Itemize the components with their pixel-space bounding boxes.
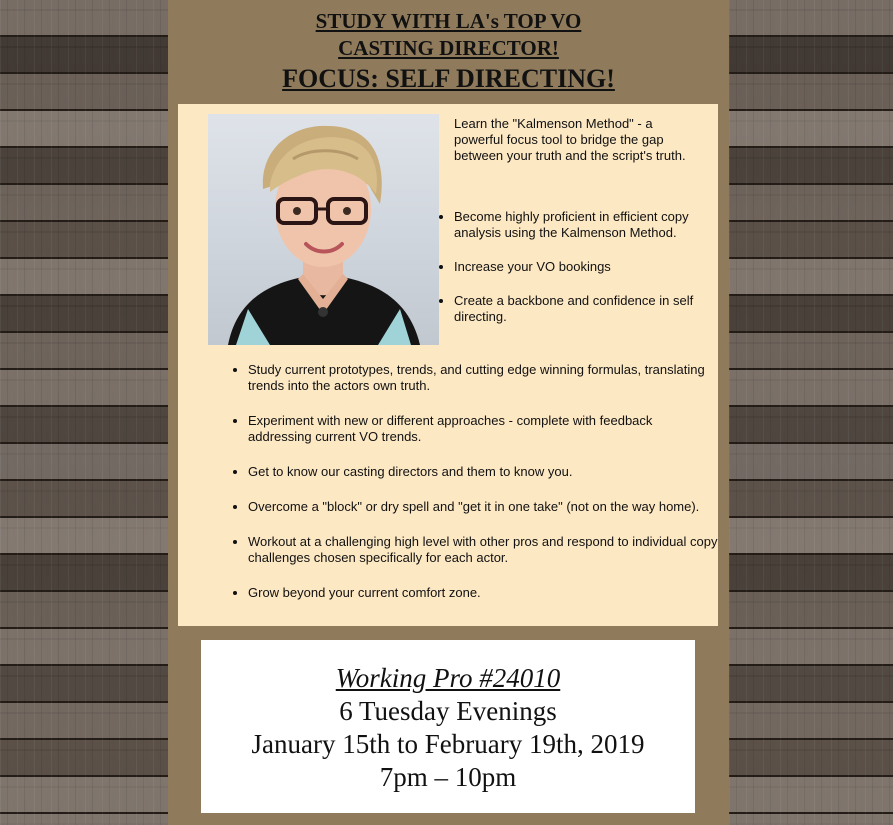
- wood-grain-left: [0, 0, 168, 825]
- main-bullet-list: [230, 362, 718, 620]
- wood-grain-right: [729, 0, 893, 825]
- list-item: • Workout at a challenging high level with other pros and respond to individual copy challenges chosen specifically for each actor.: [248, 534, 718, 566]
- content-box: [178, 104, 718, 626]
- header-line-1: STUDY WITH LA's TOP VO: [315, 9, 582, 33]
- list-item: • Study current prototypes, trends, and cutting edge winning formulas, translating trends into the actors own truth.: [248, 362, 718, 394]
- side-bullet-list: [436, 209, 724, 343]
- portrait-illustration: [208, 114, 439, 345]
- list-item: • Overcome a "block" or dry spell and "get it in one take" (not on the way home).: [248, 499, 718, 515]
- class-dates: January 15th to February 19th, 2019: [251, 729, 645, 759]
- list-item: • Increase your VO bookings: [454, 259, 724, 275]
- header-line-3: FOCUS: SELF DIRECTING!: [282, 64, 615, 93]
- list-item: • Get to know our casting directors and them to know you.: [248, 464, 718, 480]
- list-item: • Create a backbone and confidence in self directing.: [454, 293, 724, 325]
- header-line-2: CASTING DIRECTOR!: [338, 36, 559, 60]
- flyer-panel: [168, 0, 729, 825]
- list-item: • Grow beyond your current comfort zone.: [248, 585, 718, 601]
- class-schedule: 6 Tuesday Evenings: [339, 696, 557, 726]
- class-title: Working Pro #24010: [335, 663, 561, 693]
- flyer-header: [168, 8, 729, 94]
- intro-text: Learn the "Kalmenson Method" - a powerful focus tool to bridge the gap between your truth and the script's truth.: [454, 116, 686, 163]
- list-item: • Become highly proficient in efficient copy analysis using the Kalmenson Method.: [454, 209, 724, 241]
- class-time: 7pm – 10pm: [379, 762, 517, 792]
- portrait-photo: [208, 114, 439, 345]
- class-info-box: [201, 640, 695, 813]
- list-item: • Experiment with new or different approaches - complete with feedback addressing current VO trends.: [248, 413, 718, 445]
